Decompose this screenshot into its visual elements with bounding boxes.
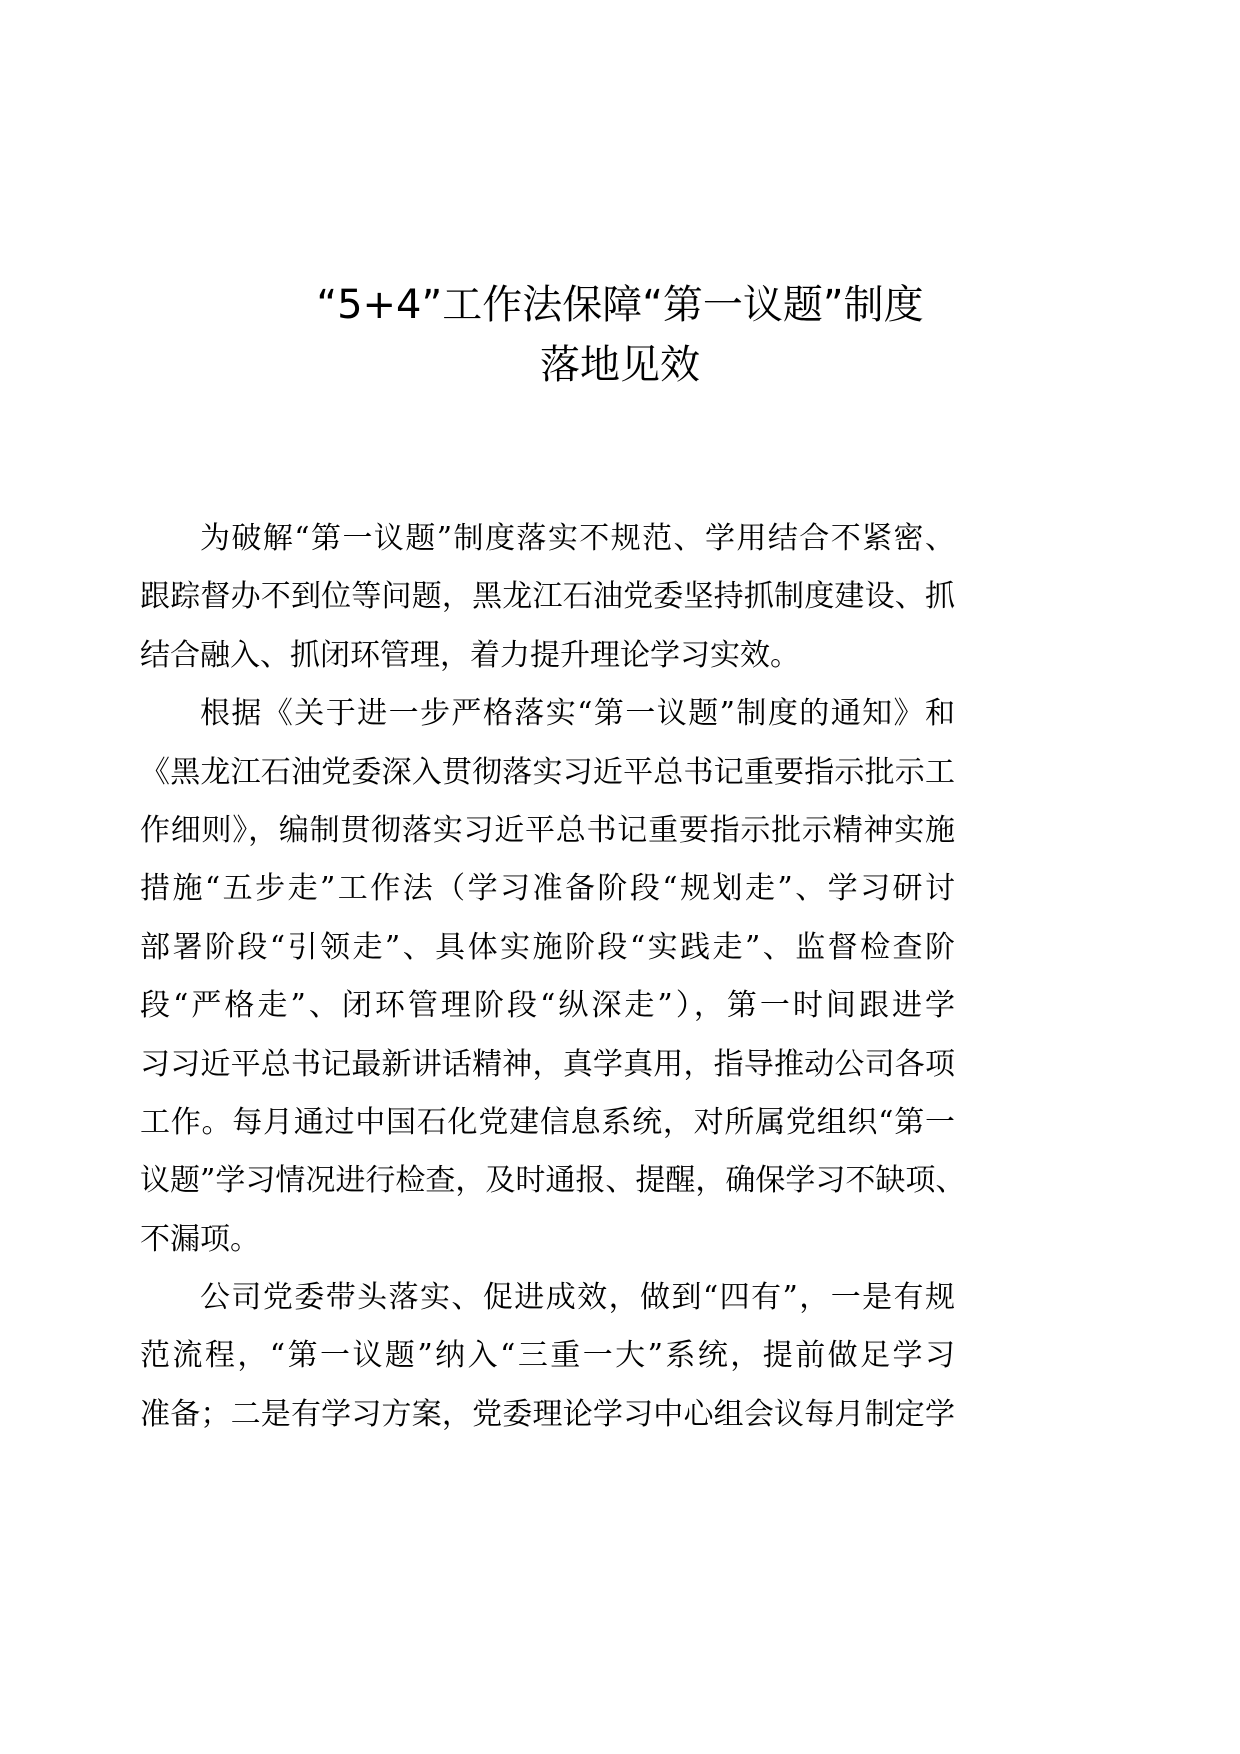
paragraph-line: 跟踪督办不到位等问题，黑龙江石油党委坚持抓制度建设、抓	[140, 579, 955, 615]
paragraph-line: 习习近平总书记最新讲话精神，真学真用，指导推动公司各项	[140, 1046, 955, 1082]
paragraph-line: 作细则》，编制贯彻落实习近平总书记重要指示批示精神实施	[140, 812, 955, 848]
paragraph-line: 不漏项。	[140, 1221, 260, 1257]
document-title-line-2: 落地见效	[540, 342, 700, 388]
paragraph-line: 工作。每月通过中国石化党建信息系统，对所属党组织“第一	[140, 1104, 955, 1140]
paragraph-line: 为破解“第一议题”制度落实不规范、学用结合不紧密、	[200, 521, 955, 556]
document-title-line-1: “5+4”工作法保障“第一议题”制度	[316, 282, 924, 328]
paragraph-line: 范流程，“第一议题”纳入“三重一大”系统，提前做足学习	[140, 1338, 955, 1374]
paragraph-line: 根据《关于进一步严格落实“第一议题”制度的通知》和	[200, 696, 955, 732]
paragraph-line: 《黑龙江石油党委深入贯彻落实习近平总书记重要指示批示工	[140, 754, 955, 790]
document-body	[140, 510, 966, 1444]
paragraph-line: 措施“五步走”工作法（学习准备阶段“规划走”、学习研讨	[140, 871, 955, 907]
paragraph-line: 议题”学习情况进行检查，及时通报、提醒，确保学习不缺项、	[140, 1163, 966, 1199]
paragraph-line: 公司党委带头落实、促进成效，做到“四有”，一是有规	[200, 1280, 955, 1316]
paragraph-line: 结合融入、抓闭环管理，着力提升理论学习实效。	[140, 637, 800, 673]
paragraph-line: 段“严格走”、闭环管理阶段“纵深走”），第一时间跟进学	[140, 988, 955, 1024]
paragraph-line: 部署阶段“引领走”、具体实施阶段“实践走”、监督检查阶	[140, 929, 955, 965]
paragraph-line: 准备；二是有学习方案，党委理论学习中心组会议每月制定学	[140, 1396, 955, 1432]
